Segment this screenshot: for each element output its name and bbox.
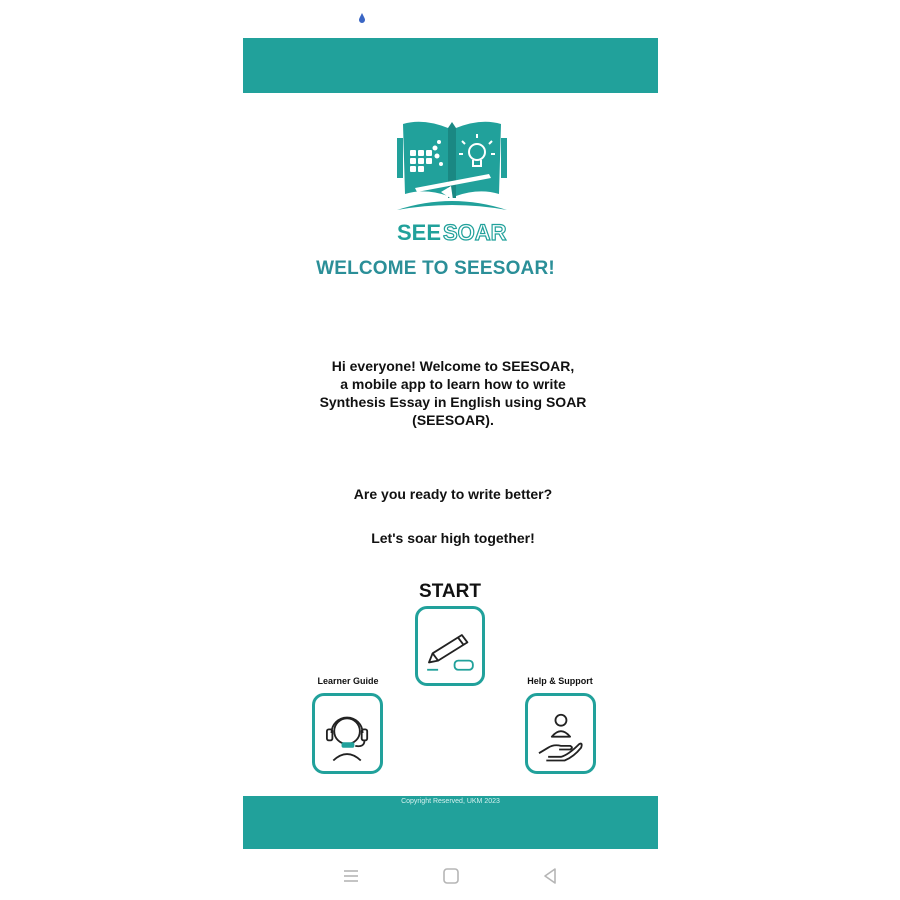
learner-guide-label: Learner Guide (317, 676, 379, 686)
start-label: START (419, 581, 481, 602)
headset-person-icon (315, 696, 380, 771)
start-button[interactable] (415, 606, 485, 686)
status-bar (243, 0, 658, 38)
menu-icon[interactable] (340, 865, 362, 887)
drop-icon (357, 12, 367, 24)
seesoar-logo (393, 118, 511, 246)
learner-guide-button[interactable] (312, 693, 383, 774)
system-nav-bar (243, 855, 658, 895)
header-bar (243, 38, 658, 93)
welcome-title: WELCOME TO SEESOAR! (316, 258, 555, 279)
question-text: Are you ready to write better? (353, 486, 553, 502)
help-support-label: Help & Support (527, 676, 593, 686)
pencil-icon (418, 609, 482, 683)
home-icon[interactable] (440, 865, 462, 887)
tagline-text: Let's soar high together! (371, 530, 535, 546)
back-icon[interactable] (539, 865, 561, 887)
phone-screen (243, 0, 658, 900)
logo-text-see: SEE (397, 220, 442, 245)
help-support-button[interactable] (525, 693, 596, 774)
hand-person-icon (528, 696, 593, 771)
intro-text: Hi everyone! Welcome to SEESOAR, a mobile app to learn how to write Synthesis Essay in English using SOAR (SEESOAR). (319, 358, 587, 428)
logo-text-soar: SOAR (443, 220, 507, 245)
copyright-text: Copyright Reserved, UKM 2023 (401, 798, 500, 805)
